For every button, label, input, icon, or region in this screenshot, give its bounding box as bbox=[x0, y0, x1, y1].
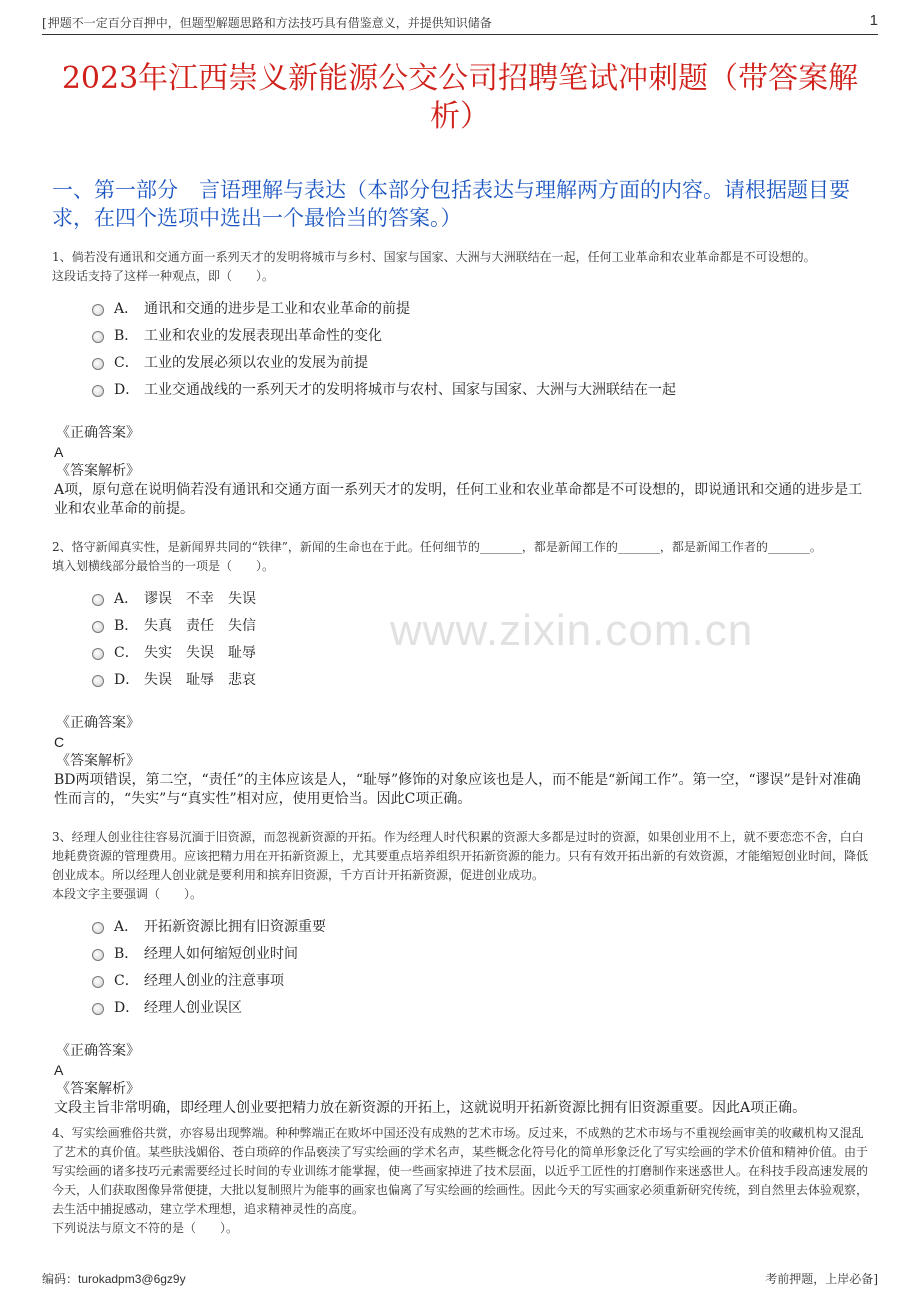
radio-icon[interactable] bbox=[92, 331, 104, 343]
document-title: 2023年江西崇义新能源公交公司招聘笔试冲刺题（带答案解析） bbox=[61, 61, 859, 135]
page-header bbox=[42, 12, 878, 35]
options-list bbox=[52, 912, 874, 1020]
answer-block bbox=[52, 424, 874, 519]
radio-icon[interactable] bbox=[92, 922, 104, 934]
option-text: 失误 耻辱 悲哀 bbox=[144, 671, 256, 688]
question-1 bbox=[52, 248, 874, 519]
section-heading: 一、第一部分 言语理解与表达（本部分包括表达与理解两方面的内容。请根据题目要求，在四个选项中选出一个最恰当的答案。） bbox=[52, 178, 850, 230]
radio-icon[interactable] bbox=[92, 385, 104, 397]
footer-slogan bbox=[765, 1270, 878, 1287]
question-prompt: 这段话支持了这样一种观点，即（ ）。 bbox=[52, 269, 275, 283]
option-text: 开拓新资源比拥有旧资源重要 bbox=[144, 918, 326, 935]
footer-slogan-text: 考前押题，上岸必备 bbox=[765, 1272, 874, 1286]
option-letter: D． bbox=[114, 381, 140, 398]
option-c[interactable] bbox=[92, 638, 874, 665]
option-text: 工业和农业的发展表现出革命性的变化 bbox=[144, 327, 382, 344]
option-letter: B． bbox=[114, 327, 139, 344]
option-c[interactable] bbox=[92, 966, 874, 993]
option-text: 失真 责任 失信 bbox=[144, 617, 256, 634]
option-text: 经理人如何缩短创业时间 bbox=[144, 945, 298, 962]
option-text: 通讯和交通的进步是工业和农业革命的前提 bbox=[144, 300, 410, 317]
question-prompt: 填入划横线部分最恰当的一项是（ ）。 bbox=[52, 559, 275, 573]
option-a[interactable] bbox=[92, 912, 874, 939]
option-c[interactable] bbox=[92, 348, 874, 375]
option-text: 失实 失误 耻辱 bbox=[144, 644, 256, 661]
radio-icon[interactable] bbox=[92, 949, 104, 961]
question-stem bbox=[52, 1124, 874, 1238]
answer-block bbox=[52, 1042, 874, 1118]
analysis-text: A项，原句意在说明倘若没有通讯和交通方面一系列天才的发明，任何工业和农业革命都是不可设想的，即说通讯和交通的进步是工业和农业革命的前提。 bbox=[54, 482, 863, 517]
option-letter: A． bbox=[114, 300, 139, 317]
option-letter: B． bbox=[114, 617, 139, 634]
footer-code bbox=[42, 1270, 186, 1287]
option-letter: A． bbox=[114, 918, 139, 935]
option-a[interactable] bbox=[92, 584, 874, 611]
analysis-label: 《答案解析》 bbox=[56, 753, 140, 769]
radio-icon[interactable] bbox=[92, 648, 104, 660]
footer-code-value: turokadpm3@6gz9y bbox=[78, 1272, 186, 1286]
analysis-label: 《答案解析》 bbox=[56, 1081, 140, 1097]
question-3 bbox=[52, 828, 874, 1118]
footer-code-label: 编码： bbox=[42, 1272, 79, 1286]
option-letter: C． bbox=[114, 972, 139, 989]
option-b[interactable] bbox=[92, 611, 874, 638]
option-text: 经理人创业误区 bbox=[144, 999, 242, 1016]
analysis-text: BD两项错误，第二空，“责任”的主体应该是人，“耻辱”修饰的对象应该也是人，而不能是“新闻工作”。第一空，“谬误”是针对准确性而言的，“失实”与“真实性”相对应，使用更恰当。因此C项正确。 bbox=[54, 772, 861, 807]
option-text: 经理人创业的注意事项 bbox=[144, 972, 284, 989]
question-text: 2、恪守新闻真实性，是新闻界共同的“铁律”，新闻的生命也在于此。任何细节的_______，都是新闻工作的_______，都是新闻工作者的_______。 bbox=[52, 540, 822, 554]
question-text: 3、经理人创业往往容易沉湎于旧资源，而忽视新资源的开拓。作为经理人时代积累的资源大多都是过时的资源，如果创业用不上，就不要恋恋不舍，白白地耗费资源的管理费用。应该把精力用在开拓新资源上，尤其要重点培养组织开拓新资源的能力。只有有效开拓出新的有效资源，才能缩短创业时间，降低创业成本。所以经理人创业就是要利用和摈弃旧资源，千方百计开拓新资源，促进创业成功。 bbox=[52, 830, 869, 882]
answer-block bbox=[52, 714, 874, 809]
header-bracket: [ bbox=[42, 16, 47, 30]
radio-icon[interactable] bbox=[92, 358, 104, 370]
question-prompt: 下列说法与原文不符的是（ ）。 bbox=[52, 1221, 239, 1235]
question-stem bbox=[52, 248, 874, 286]
option-b[interactable] bbox=[92, 321, 874, 348]
correct-answer-label: 《正确答案》 bbox=[56, 715, 140, 731]
footer-bracket: ] bbox=[873, 1272, 878, 1286]
radio-icon[interactable] bbox=[92, 304, 104, 316]
option-text: 工业交通战线的一系列天才的发明将城市与农村、国家与国家、大洲与大洲联结在一起 bbox=[144, 381, 676, 398]
analysis-label: 《答案解析》 bbox=[56, 463, 140, 479]
radio-icon[interactable] bbox=[92, 621, 104, 633]
question-stem bbox=[52, 538, 874, 576]
correct-answer-label: 《正确答案》 bbox=[56, 425, 140, 441]
header-notice bbox=[42, 14, 492, 31]
question-4 bbox=[52, 1124, 874, 1238]
radio-icon[interactable] bbox=[92, 976, 104, 988]
option-letter: C． bbox=[114, 354, 139, 371]
option-text: 谬误 不幸 失误 bbox=[144, 590, 256, 607]
option-letter: D． bbox=[114, 671, 140, 688]
option-b[interactable] bbox=[92, 939, 874, 966]
option-text: 工业的发展必须以农业的发展为前提 bbox=[144, 354, 368, 371]
option-d[interactable] bbox=[92, 993, 874, 1020]
correct-answer: C bbox=[54, 734, 65, 750]
question-prompt: 本段文字主要强调（ ）。 bbox=[52, 887, 203, 901]
correct-answer: A bbox=[54, 1062, 64, 1078]
radio-icon[interactable] bbox=[92, 1003, 104, 1015]
question-stem bbox=[52, 828, 874, 904]
header-notice-text: 押题不一定百分百押中，但题型解题思路和方法技巧具有借鉴意义，并提供知识储备 bbox=[47, 16, 492, 30]
option-letter: D． bbox=[114, 999, 140, 1016]
correct-answer-label: 《正确答案》 bbox=[56, 1043, 140, 1059]
option-d[interactable] bbox=[92, 665, 874, 692]
analysis-text: 文段主旨非常明确，即经理人创业要把精力放在新资源的开拓上，这就说明开拓新资源比拥有旧资源重要。因此A项正确。 bbox=[54, 1100, 807, 1116]
options-list bbox=[52, 294, 874, 402]
question-text: 1、倘若没有通讯和交通方面一系列天才的发明将城市与乡村、国家与国家、大洲与大洲联结在一起，任何工业革命和农业革命都是不可设想的。 bbox=[52, 250, 816, 264]
options-list bbox=[52, 584, 874, 692]
option-a[interactable] bbox=[92, 294, 874, 321]
option-letter: B． bbox=[114, 945, 139, 962]
question-2 bbox=[52, 538, 874, 809]
radio-icon[interactable] bbox=[92, 594, 104, 606]
radio-icon[interactable] bbox=[92, 675, 104, 687]
option-letter: A． bbox=[114, 590, 139, 607]
question-text: 4、写实绘画雅俗共赏，亦容易出现弊端。种种弊端正在败坏中国还没有成熟的艺术市场。反过来，不成熟的艺术市场与不重视绘画审美的收藏机构又混乱了艺术的真价值。某些肤浅媚俗、苍白琐碎的作品亵渎了写实绘画的学术名声，某些概念化符号化的简单形象泛化了写实绘画的学术价值和精神价值。由于写实绘画的诸多技巧元素需要经过长时间的专业训练才能掌握，使一些画家掉进了技术层面，以近乎工匠性的打磨制作来迷惑世人。在科技手段高速发展的今天，人们获取图像异常便捷，大批以复制照片为能事的画家也偏离了写实绘画的绘画性。因此今天的写实画家必须重新研究传统，到自然里去体验观察，去生活中捕捉感动，建立学术理想，追求精神灵性的高度。 bbox=[52, 1126, 869, 1216]
option-letter: C． bbox=[114, 644, 139, 661]
option-d[interactable] bbox=[92, 375, 874, 402]
page-number: 1 bbox=[869, 12, 878, 29]
correct-answer: A bbox=[54, 444, 64, 460]
watermark: www.zixin.com.cn bbox=[390, 606, 754, 655]
